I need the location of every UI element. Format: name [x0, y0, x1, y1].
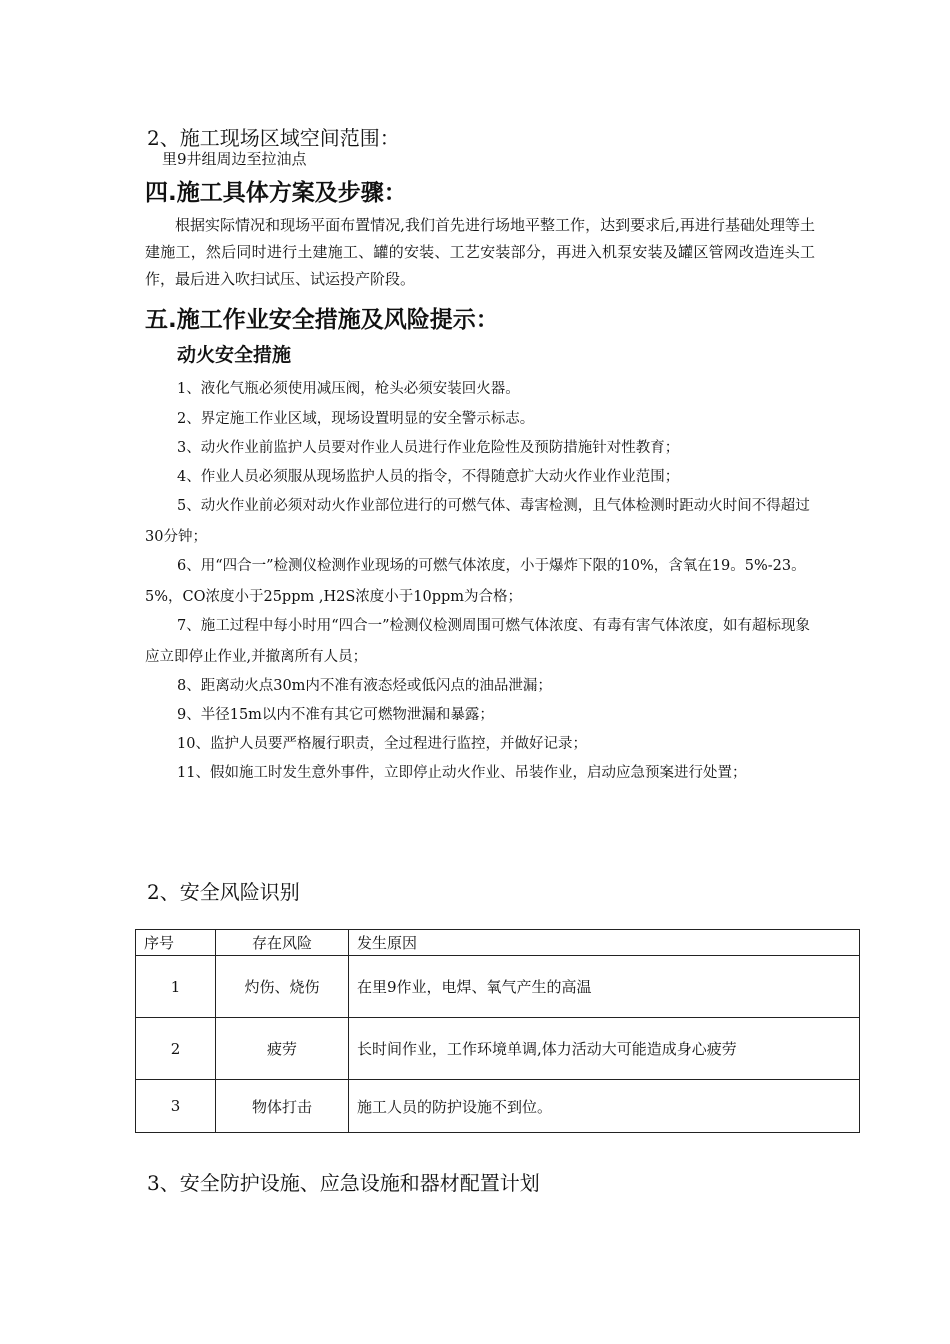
measure-item-5: 5、动火作业前必须对动火作业部位进行的可燃气体、毒害检测，且气体检测时距动火时间不得超过30分钟；: [145, 498, 810, 545]
table-row: [136, 956, 860, 1018]
table-row: [136, 1018, 860, 1080]
scope-heading: 2、施工现场区域空间范围：: [147, 126, 400, 150]
risk-table: [135, 929, 860, 1133]
measure-item-4: 4、作业人员必须服从现场监护人员的指令，不得随意扩大动火作业作业范围；: [177, 469, 680, 485]
row-index: 2: [136, 1018, 216, 1080]
fire-safety-subheading: 动火安全措施: [177, 344, 292, 366]
measure-item-10: 10、监护人员要严格履行职责，全过程进行监控，并做好记录；: [177, 736, 587, 752]
measure-item-9: 9、半径15m以内不准有其它可燃物泄漏和暴露；: [177, 707, 494, 723]
row-risk: 疲劳: [216, 1018, 349, 1080]
row-cause: 施工人员的防护设施不到位。: [349, 1080, 860, 1133]
header-index: 序号: [136, 930, 216, 956]
row-risk: 物体打击: [216, 1080, 349, 1133]
table-header-row: [136, 930, 860, 956]
header-cause: 发生原因: [349, 930, 860, 956]
row-cause: 在里9作业，电焊、氧气产生的高温: [349, 956, 860, 1018]
measure-item-2: 2、界定施工作业区域，现场设置明显的安全警示标志。: [177, 411, 535, 427]
table-row: [136, 1080, 860, 1133]
row-cause: 长时间作业，工作环境单调,体力活动大可能造成身心疲劳: [349, 1018, 860, 1080]
section4-paragraph: 根据实际情况和现场平面布置情况,我们首先进行场地平整工作，达到要求后,再进行基础处理等土建施工，然后同时进行土建施工、罐的安装、工艺安装部分，再进入机泵安装及罐区管网改造连头工作，最后进入吹扫试压、试运投产阶段。: [145, 216, 815, 288]
row-index: 3: [136, 1080, 216, 1133]
measure-item-11: 11、假如施工时发生意外事件，立即停止动火作业、吊装作业，启动应急预案进行处置；: [177, 765, 747, 781]
risk-heading: 2、安全风险识别: [147, 880, 300, 904]
scope-detail: 里9井组周边至拉油点: [162, 150, 307, 168]
measure-item-3: 3、动火作业前监护人员要对作业人员进行作业危险性及预防措施针对性教育；: [177, 440, 680, 456]
section4-heading: 四.施工具体方案及步骤：: [145, 180, 407, 206]
measure-item-1: 1、液化气瓶必须使用减压阀，枪头必须安装回火器。: [177, 381, 520, 397]
measure-item-6: 6、用“四合一”检测仪检测作业现场的可燃气体浓度，小于爆炸下限的10%，含氧在19。5%-23。5%，CO浓度小于25ppm ,H2S浓度小于10ppm为合格；: [145, 558, 806, 605]
measure-item-8: 8、距离动火点30m内不准有液态烃或低闪点的油品泄漏；: [177, 678, 552, 694]
measure-item-7: 7、施工过程中每小时用“四合一”检测仪检测周围可燃气体浓度、有毒有害气体浓度，如有超标现象应立即停止作业,并撤离所有人员；: [145, 618, 811, 665]
row-index: 1: [136, 956, 216, 1018]
row-risk: 灼伤、烧伤: [216, 956, 349, 1018]
header-risk: 存在风险: [216, 930, 349, 956]
plan-heading: 3、安全防护设施、应急设施和器材配置计划: [147, 1171, 540, 1195]
section5-heading: 五.施工作业安全措施及风险提示：: [145, 307, 499, 333]
